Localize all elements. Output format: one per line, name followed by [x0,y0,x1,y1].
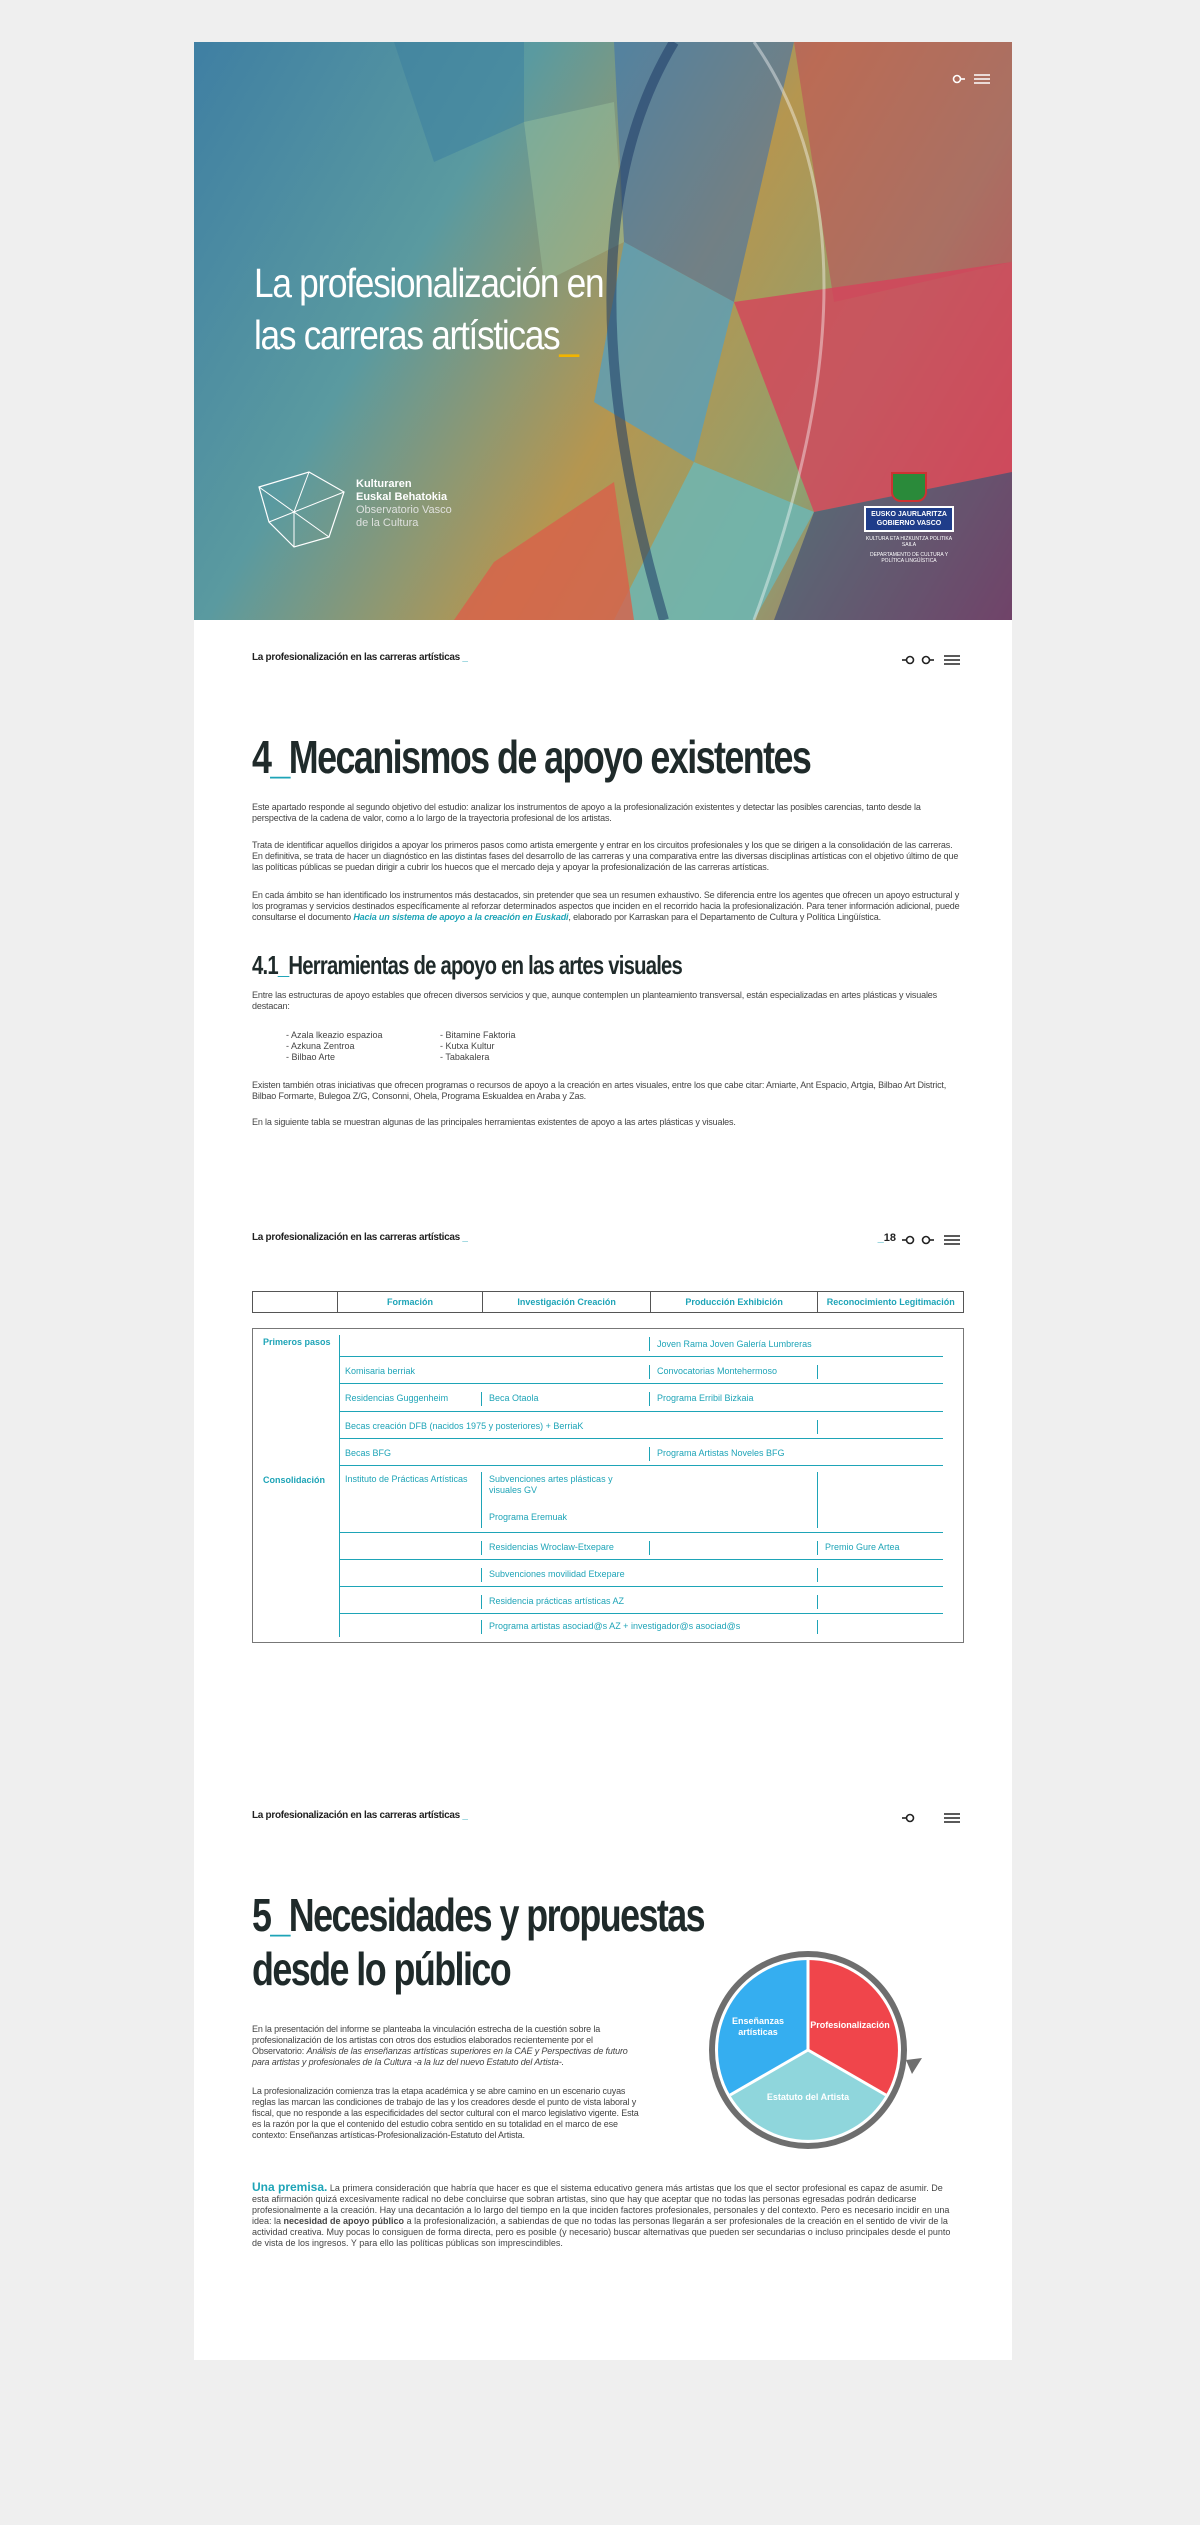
org-line: de la Cultura [356,517,419,529]
gov-line: GOBIERNO VASCO [876,520,942,527]
table-row [339,1533,943,1560]
section41-other-initiatives: Existen también otras iniciativas que ofrecen programas o recursos de apoyo a la creación en artes visuales, entre los que cabe citar: Amiarte, Ant Espacio, Artgia, Bilbao Art District, Bilbao Formarte, Bulegoa Z/G, Consonni, Ohela, Programa Eskualdea en Araba y Zas. [252,1080,947,1101]
table-cell: Becas BFG [345,1448,392,1458]
section-title: Herramientas de apoyo en las artes visuales [288,950,683,980]
table-row [339,1614,943,1640]
section-number: 4 [252,731,271,783]
page-number-prefix: _ [877,1232,884,1244]
cell-divider [817,1541,818,1555]
list-item: - Kutxa Kultur [440,1041,495,1051]
support-list-col2 [440,1030,516,1063]
section4-heading [252,730,810,784]
support-list-col1 [286,1030,383,1063]
cover-title-underscore: _ [559,312,578,358]
running-header-title: La profesionalización en las carreras artísticas [252,1232,460,1243]
cover-title-line2: las carreras artísticas [254,312,560,358]
gov-department: KULTURA ETA HIZKUNTZA POLITIKA SAILA [865,536,953,548]
section-title: Mecanismos de apoyo existentes [288,731,811,783]
coat-of-arms-icon [891,472,927,502]
support-table-header [252,1291,964,1313]
section5-paragraph-1 [252,2024,642,2068]
table-cell: Beca Otaola [489,1393,539,1403]
table-row [339,1357,943,1384]
running-header-underscore: _ [462,652,468,663]
list-item: - Tabakalera [440,1052,490,1062]
search-icon[interactable] [923,657,935,664]
cell-divider [817,1365,818,1379]
support-table-body [252,1328,964,1643]
cell-divider [481,1392,482,1406]
section-underscore: _ [270,731,289,783]
section-title: Necesidades y propuestas [288,1889,705,1941]
table-cell: Becas creación DFB (nacidos 1975 y posteriores) + BerriaK [345,1421,584,1431]
section-title-line2: desde lo público [252,1943,511,1995]
table-cell: Programa Eremuak [489,1512,568,1522]
segment-label: Enseñanzas [731,2016,785,2026]
section-number: 4.1 [252,950,278,980]
page-number [878,1232,896,1244]
table-cell: Convocatorias Montehermoso [657,1366,778,1376]
bold-text: necesidad de apoyo público [283,2216,405,2226]
menu-icon[interactable] [944,1814,960,1822]
cell-divider [481,1595,482,1609]
org-line: Observatorio Vasco [356,504,452,516]
italic-text: Análisis de las enseñanzas artísticas superiores en la CAE y Perspectivas de futuro para artistas y profesionales de la Cultura -a la luz del nuevo Estatuto del Artista-. [252,2046,628,2067]
section-number: 5 [252,1889,271,1941]
cover-nav [952,72,992,90]
back-icon[interactable] [902,1815,914,1822]
table-row [339,1439,943,1466]
table-cell: Joven Rama Joven Galería Lumbreras [657,1339,812,1349]
table-cell: Residencias Guggenheim [345,1393,449,1403]
row-label-consolidacion: Consolidación [263,1475,326,1485]
section5-heading [252,1888,704,1996]
table-header-cell: Investigación Creación [482,1292,650,1312]
premisa-paragraph [252,2182,962,2249]
search-icon[interactable] [954,76,966,83]
text-span: La primera consideración que habría que hacer es que el sistema educativo genera más artistas que los que el sector profesional es capaz de asumir. De esta afirmación quizá excesivamente radical no debe concluirse que sobran artistas, sino que hay que aceptar que no todas las personas egresadas podrán dedicarse profesionalmente a la creación. Hay una decantación a lo largo del tiempo en la que inciden factores profesionales, personales y del contexto. Pero es necesario incidir en una idea: la [252,2183,950,2226]
table-header-cell: Producción Exhibición [650,1292,818,1312]
section4-paragraph-1: Este apartado responde al segundo objetivo del estudio: analizar los instrumentos de apoyo a la profesionalización existentes y detectar las posibles carencias, tanto desde la perspectiva de la cadena de valor, como a lo largo de la trayectoria profesional de los artistas. [252,802,921,823]
cell-divider [817,1595,818,1609]
text-span: En cada ámbito se han identificado los instrumentos más destacados, sin pretender que sea un resumen exhaustivo. Se diferencia entre los agentes que ofrecen un apoyo estructural y los programas y servicios destinados específicamente al reforzar determinados aspectos que inciden en el recorrido hacia la profesionalización. Para tener información adicional, puede consultarse el documento [252,890,960,922]
list-item: - Bilbao Arte [286,1052,336,1062]
org-line: Euskal Behatokia [356,491,448,503]
table-cell: Subvenciones movilidad Etxepare [489,1569,625,1579]
segment-label: artísticas [738,2027,778,2037]
menu-icon[interactable] [944,1236,960,1244]
section4-paragraph-2: Trata de identificar aquellos dirigidos a apoyar los primeros pasos como artista emergente y entrar en los circuitos profesionales y los que se dirigen a la consolidación de las carreras. En definitiva, se trata de hacer un diagnóstico en las distintas fases del desarrollo de las carreras y una comparativa entre las diversas disciplinas artísticas con el objetivo último de que las políticas públicas se puedan dirigir a cubrir los huecos que el mercado deja y apoyar la profesionalización de las carreras artísticas. [252,840,959,872]
observatorio-logo-text [356,478,452,530]
table-row [339,1333,943,1357]
running-header-title: La profesionalización en las carreras artísticas [252,1810,460,1821]
table-row [339,1412,943,1439]
table-header-cell: Reconocimiento Legitimación [817,1292,963,1312]
section41-table-intro: En la siguiente tabla se muestran algunas de las principales herramientas existentes de apoyo a las artes plásticas y visuales. [252,1117,736,1127]
section-underscore: _ [277,950,289,980]
segment-label: Profesionalización [810,2020,890,2030]
gov-department: DEPARTAMENTO DE CULTURA Y POLÍTICA LINGÜÍSTICA [869,552,949,564]
cell-divider [649,1541,650,1555]
cell-divider [817,1568,818,1582]
page-number-value: 18 [883,1232,896,1244]
running-header-title: La profesionalización en las carreras artísticas [252,652,460,663]
table-cell: Programa artistas asociad@s AZ + investigador@s asociad@s [489,1621,741,1631]
table-row [339,1587,943,1614]
table-row [339,1384,943,1412]
table-cell: Instituto de Prácticas Artísticas [345,1474,468,1484]
back-icon[interactable] [902,1237,914,1244]
segment-label: Estatuto del Artista [766,2092,850,2102]
table-cell: Komisaria berriak [345,1366,416,1376]
section5-paragraph-2: La profesionalización comienza tras la etapa académica y se abre camino en un escenario cuyas reglas las marcan las condiciones de trabajo de las y los creadores desde el punto de vista laboral y fiscal, que no responde a las especificidades del sector cultural con el marco legislativo vigente. Esta es la razón por la que el contenido del estudio cobra sentido en su totalidad en el marco de ese contexto: Enseñanzas artísticas-Profesionalización-Estatuto del Artista. [252,2086,639,2140]
table-cell: Programa Artistas Noveles BFG [657,1448,785,1458]
running-header [252,1232,962,1248]
running-header [252,1810,962,1826]
table-cell: Subvenciones artes plásticas y [489,1474,613,1484]
gobierno-vasco-logo [864,472,954,572]
back-icon[interactable] [902,657,914,664]
cell-divider [817,1420,818,1434]
cover-title-line1: La profesionalización en [254,260,604,306]
section41-intro: Entre las estructuras de apoyo estables que ofrecen diversos servicios y que, aunque contemplen un planteamiento transversal, están especializadas en artes plásticas y visuales destacan: [252,990,938,1011]
cell-divider [481,1568,482,1582]
cell-divider [481,1620,482,1634]
cell-divider [817,1620,818,1634]
cell-divider [649,1392,650,1406]
running-header-underscore: _ [462,1810,468,1821]
cell-divider [817,1472,818,1528]
table-header-cell: Formación [337,1292,483,1312]
gov-line: EUSKO JAURLARITZA [871,511,947,518]
table-cell: Premio Gure Artea [825,1542,900,1552]
document-link[interactable]: Hacia un sistema de apoyo a la creación en Euskadi [353,912,569,922]
cycle-arrow-icon [906,2058,922,2074]
cell-divider [649,1365,650,1379]
text-span: En la presentación del informe se planteaba la vinculación estrecha de la cuestión sobre la profesionalización de los artistas con otros dos estudios elaborados recientemente por el Observatorio: [252,2024,601,2056]
running-header [252,652,962,668]
cell-divider [481,1541,482,1555]
search-icon[interactable] [923,1237,935,1244]
running-header-underscore: _ [462,1232,468,1243]
row-label-primeros-pasos: Primeros pasos [263,1337,331,1347]
table-cell: Programa Erribil Bizkaia [657,1393,754,1403]
cell-divider [649,1447,650,1461]
text-span: a la profesionalización, a sabiendas de que no todas las personas llegarán a ser profesionales de la creación en el sentido de vivir de la actividad creativa. Muy pocas lo consiguen de forma directa, pero es posible (y necesario) buscar alternativas que pueden ser secundarias o incluso principales desde el punto de vista de los ingresos. Y para ello las políticas públicas son imprescindibles. [252,2216,951,2248]
cover-hero [194,42,1012,620]
cover-title [254,257,615,361]
premisa-heading: Una premisa. [252,2180,328,2194]
table-cell: visuales GV [489,1485,538,1495]
table-row [339,1560,943,1587]
list-item: - Azala lkeazio espazioa [286,1030,383,1040]
table-cell: Residencia prácticas artísticas AZ [489,1596,625,1606]
cell-divider [649,1337,650,1351]
observatorio-logo-icon [254,467,354,557]
table-cell: Residencias Wroclaw-Etxepare [489,1542,614,1552]
org-line: Kulturaren [356,478,412,490]
list-item: - Azkuna Zentroa [286,1041,355,1051]
menu-icon[interactable] [944,656,960,664]
cycle-diagram [708,1950,928,2150]
section41-heading [252,950,682,981]
cell-divider [481,1472,482,1528]
text-span: , elaborado por Karraskan para el Departamento de Cultura y Política Lingüística. [568,912,881,922]
list-item: - Bitamine Faktoria [440,1030,516,1040]
menu-icon[interactable] [974,75,990,83]
section4-paragraph-3 [252,890,962,923]
section-underscore: _ [270,1889,289,1941]
table-row [339,1466,943,1533]
table-header-blank [253,1292,337,1312]
